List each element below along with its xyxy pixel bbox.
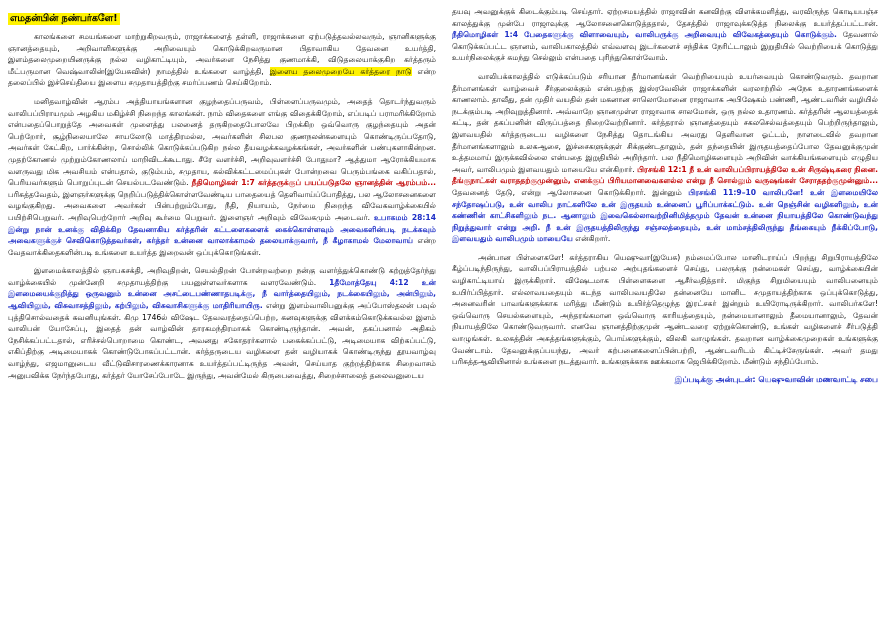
- signature: இப்படிக்கு அன்புடன்: யெஷுவாவின் மணவாட்டி சபை: [674, 374, 878, 384]
- theme-highlight: இளைய தலைமுறையே கர்த்தரை நாடு: [269, 66, 412, 76]
- text: என்ற தலைப்பில் இச்செய்தியை இளைய சமுதாயத்திற்கு சமர்ப்பணம் செய்கிறோம்.: [8, 66, 436, 88]
- paragraph-joseph: [452, 6, 878, 64]
- verse-proverbs-1-4: நீதிமொழிகள் 1:4 பேதைகளுக்கு விளாவையும், வாலிபருக்கு அறிவையும் விவேகத்தையும் கொடுக்கும்.: [452, 30, 837, 40]
- verse-ecclesiastes-11-9: பிரசங்கி 11:9–10 வாலிபனே! உன் இளமையிலே சந்தோஷப்படு, உன் வாலிப நாட்களிலே உன் இருதயம் உன்னைப் பூரிப்பாக்கட்டும். உன் நெஞ்சின் வழிகளிலும், உன் கண்ணின் காட்சிகளிலும் நட. ஆனாலும் இவைகெல்லாவற்றினிமித்தமும் தேவன் உன்னை நியாயத்திலே கொண்டுவந்து நிறுத்துவார் என்று அறி. நீ உன் இருதயத்திலிருந்து சஞ்சலத்தையும், உன் மாம்சத்திலிருந்து தீங்கையும் நீக்கிப்போடு, இளவயதும் வாலிபமும் மாயையே: [452, 187, 878, 244]
- verse-1-timothy-4-12: 1தீமோத்தேயு 4:12 உன் இளமையைக்குறித்து ஒருவனும் உன்னை அசட்டைபண்ணாதபடிக்கு, நீ வார்த்தையிலும், நடக்கையிலும், அன்பிலும், ஆவியிலும், விசுவாசத்திலும், கற்பிலும், விசுவாசிகளுக்கு மாதிரியாயிரு.: [8, 277, 436, 311]
- text: இளமைக்காலத்தில் ஞாபகசக்தி, அறிவுதிறன், செயல்திறன் போன்றவற்றை நன்கு வளர்த்துக்கொண்டு கற்றுத்தேர்ந்து வாழ்க்கையில் முன்னேறி சமுதாயத்திற்கு பயனுள்ளவர்களாக வளரவேண்டும்.: [8, 266, 436, 287]
- text: வாலிபக்காலத்தில் எடுக்கப்படும் சரியான தீர்மானங்கள் வெற்றியையும் உயர்வையும் கொண்டுவரும். தவறான தீர்மானங்கள் வாழ்வைச் சீர்குலைக்கும் என்பதற்கு இஸ்ரவேலின் ராஜாக்களின் வரலாற்றில் அநேக உதாரணங்களைக் காணலாம். தாவீது, தன் முதிர் வயதில் தன் மகனான சாலொமோனை ராஜாவாக அபிஷேகம் பண்ணி, ஆண்டவரின் வழியில் நடக்கும்படி அறிவுறுத்தினார். அவ்வாறே ஞானமுள்ள ராஜாவாக சாலமோன், ஒரு நல்ல உதாரணம். கர்த்தரின் ஆலயத்தைக் கட்டி, தன் தகப்பனின் விருப்பத்தை நிறைவேற்றினார். கர்த்தரால் ஞானத்தையும் சகலசெல்வத்தையும் பெற்றிருந்தாலும், இளவயதில் கர்த்தருடைய வழிகளை நேசித்து தொடங்கிய அவரது தெளிவான ஓட்டம், நாளடைவில் தவறான தீர்மானங்களாலும் உலகஆசை, இச்சைகளுக்குள் சிக்குண்டதாலும், தன் தந்தையின் இருதயத்தைப்போல தேவனுக்குமுன் உத்தமமாய் இருக்கவில்லை என்பதை இறுதியில் அறிந்தார். பல நீதிமொழிகளையும் அறிவின் வாக்கியங்களையும் எழுதிய அவர், வாலிபமும் இளவயதும் மாயையே என்கிறார்.: [452, 71, 878, 174]
- text: என்கிறார்.: [575, 234, 611, 244]
- paragraph-youth: [8, 265, 436, 381]
- verse-deuteronomy-28-14: உபாகமம் 28:14 இன்று நான் உனக்கு விதிக்கிற தேவனாகிய கர்த்தரின் கட்டளைகளைக் கைக்கொள்ளவும் அவைகளின்படி நடக்கவும் அவைகளுக்குச் செவிகொடுத்தவர்கள், கர்த்தர் உன்னை வாலாக்காமல் தலையாக்குவார், நீ கீழாகாமல் மேலாவாய்: [8, 212, 436, 246]
- text: அன்பான பிள்ளைகளே! கர்த்தராகிய யெஷுவா(இயேசு) நம்மைப்போல மானிடராய்ப் பிறந்து சிறுபிராயத்திலே கீழ்ப்படிந்திருந்து, வாலிபப்பிராயத்தில் பற்பல அற்புதங்களைச் செய்து, பலருக்கு நன்மைகள் செய்து, வாழ்க்கையின் வழிகாட்டியாய் இருக்கிறார். விஷேடமாக பிள்ளைகளை ஆசீர்வதித்தார். மிகுந்த சிறுமியையும் வாலிபனையும் உயிர்ப்பித்தார். எல்லாவயதையும் கடந்த வாலிபவயதிலே தன்னையே மானிட சமுதாயத்திற்காக ஒப்புக்கொடுத்து, அனைவரின் பாவங்களுக்காக மரித்து மீண்டும் உயிர்த்தெழுந்த இரட்சகர் இன்றும் உயிரோடிருக்கிறார். வாலிபர்களே! ஒவ்வொரு செயல்களையும், அந்தரங்கமான ஒவ்வொரு காரியத்தையும், நன்மையானாலும் தீமையானாலும், தேவன் நியாயத்திலே கொண்டுவருவார். எனவே ஞானத்திற்குமுன் ஆண்டவரை ஏற்றுக்கொண்டு, உங்கள் வழிகளைச் சீர்படுத்தி வாழுங்கள். உலகத்தின் அசுத்தங்களுக்கும், பொய்களுக்கும், விலகி வாழுங்கள். தவறான வாழ்க்கைமுறைகள் உங்களுக்கு வேண்டாம். தேவனுக்குப்பயந்து, அவர் கற்பனைகளைப்பின்பற்றி, ஆண்டவரிடம் கிட்டிச்சேருங்கள். அவர் தமது பரிசுத்தஆவியினால் உங்களை நடத்துவார். உங்களுக்காக ஊக்கமாக ஜெபிக்கிறோம். மீண்டும் சந்திப்போம்.: [452, 252, 878, 367]
- paragraph-childhood: [8, 96, 436, 258]
- paragraph-decisions: [452, 71, 878, 245]
- page-title: எமதன்பின் நண்பர்களே!: [10, 13, 118, 24]
- text: என்று இளம்வாலிபனுக்கு அப்போஸ்தலன் பவுல் புத்திசொல்வதைக் கவனியுங்கள். கிமு 1746ல் விஷேட தேவவரத்தைப்பெற்ற, கனவுகளுக்கு விளக்கம்கொடுக்கவல்ல இளம் வாலிபன் யோசேப்பு, இதைத் தன் வாழ்வின் தாரகமந்திரமாகக் கொண்டிருந்தான். அவன், தகப்பனால் அதிகம் நேசிக்கப்பட்டதால், எரிச்சல்பொறாமை கொண்ட, அவனது சகோதரர்களால் பகைக்கப்பட்டு, அடிமையாக விற்கப்பட்டு, எகிப்திற்கு அடிமையாகக் கொண்டுபோகப்பட்டான். கர்த்தருடைய வழிகளை தன் வழியாகக் கொண்டிருந்து தூயவாழ்வு வாழ்ந்து, எஜமானுடைய வீட்டுவிசாரணைக்காரனாக உயர்த்தப்பட்டிருந்த அவன், செய்யாத குற்றத்திற்காக சிறைவாசம் அனுபவிக்க நேர்ந்தபோது, கர்த்தர் யோசேப்போடே இருந்து, அவன்மேல் கிருபைவைத்து, சிறைச்சாலைத் தலைவனுடைய: [8, 301, 436, 380]
- verse-ecclesiastes-12-1: பிரசங்கி 12:1 நீ உன் வாலிபப்பிராயத்திலே உன் சிருஷ்டிகரை நினை. தீங்குநாட்கள் வராததற்குமுன்னும், எனக்குப் பிரியமானவைகளல்ல என்று நீ சொல்லும் வருஷங்கள் சேராததற்குமுன்னும்...: [452, 164, 878, 186]
- text: தேவனைத் தேடு, என்று ஆலோசனை கொடுக்கிறார். இன்னும்: [452, 187, 682, 197]
- text: தேவனால் கொடுக்கப்பட்ட ஞானம், வாலிபகாலத்தில் எவ்வளவு இடர்களைச் சந்திக்க நேரிட்டாலும் இறுதியில் வெற்றியைக் கொடுத்து உயர்நிலைக்குச் சுமந்து செல்லும் என்பதை புரிந்துகொள்வோம்.: [452, 30, 878, 63]
- text: தயவு அவனுக்குக் கிடைக்கும்படி செய்தார். ஏற்றசமயத்தில் ராஜாவின் கனவிற்கு விளக்கமளித்து, வரவிருந்த கொடியபஞ்ச காலத்துக்கு முன்பே ராஜாவுக்கு ஆலோசனைகொடுத்ததால், தேசத்தில் ராஜாவுக்கடுத்த நிலைக்கு உயர்த்தப்பட்டான்.: [452, 7, 878, 28]
- verse-proverbs-1-7: நீதிமொழிகள் 1:7 கர்த்தருக்குப் பயப்படுதலே ஞானத்தின் ஆரம்பம்...: [191, 178, 436, 188]
- paragraph-closing: [452, 252, 878, 368]
- paragraph-intro: [8, 31, 436, 89]
- text: பரிசுத்தவேதம், இளஞர்களுக்கு நெறிப்படுத்திக்கொள்ளவேண்டிய பாதையைத் தெளிவாய்ப்போதித்து, பல ஆலோசனைகளை வழங்குகிறது. அவைகளை அவர்கள் பின்பற்றும்போது, நீதி, நியாயம், நேர்மை நிறைந்த விவேகவாழ்க்கையில் பயிற்சிபெறுவர். அறிவுபெற்றோர் அறிவு கூர்மை பெறுவர். இளைஞர் அறிவும் விவேகமும் அடைவர்.: [8, 189, 436, 222]
- left-column: [8, 6, 436, 621]
- text: காலங்களை சமயங்களை மாற்றுகிறவரும், ராஜாக்களைத் தள்ளி, ராஜாக்களை ஏற்படுத்தவல்லவரும், ஞானிகளுக்கு ஞானத்தையும், அறிவாளிகளுக்கு அறிவையும் கொடுக்கிறவருமான பிதாவாகிய தேவனை உயர்த்தி, இளம்தலைமுறையினருக்கு நல்ல வழிகாட்டியும், அவர்களை நேசித்து குணமாக்கி, விடுதலையாக்குகிற கர்த்தரும் மீட்பருமான வெஷ்வாலின்(இயேசுவின்) நாமத்தில் உங்களை வாழ்த்தி,: [8, 32, 436, 76]
- text: மனிதவாழ்வின் ஆரம்ப அத்தியாயங்களான குழந்தைப்பருவம், பிள்ளைப்பருவமும், அதைத் தொடர்ந்துவரும் வாலிபப்பிராயமும் அழகிய மகிழ்ச்சி நிறைந்த காலங்கள். நாம் விதைகளை எங்கு விதைக்கிறோம், எப்படிப் பராமரிக்கிறோம் என்பதைப்பொறுத்தே அவைகள் முளைத்து பலனைத் தருகிறதைபோலவே பிறக்கிற ஒவ்வொரு குழந்தையும் அதன் பெற்றோர், சூழ்நிலையாலே சாயலோடு மாத்திரமல்ல, அவர்களின் சிலபல குணநலன்களையும் கொண்டிருப்பதோடு, அவர்கள் கேட்கிற, பார்க்கின்ற, சொல்லிக் கொடுக்கப்படுகிற நல்ல தீயவழக்கவழக்கங்கள், அவர்களின் பண்புகளாகின்றன. முதற்கோணல் முற்றும்கோணலாய் மாறிவிடக்கூடாது. சீரே வளர்ச்சி, அறிவுவளர்ச்சி போதுமா? ஆத்துமா ஆரோக்கியமாக வளருவது மிக அவசியம் என்பதால், குடும்பம், சமுதாய, கல்விக்கட்டமைப்புகள் போன்றவை பெரும்பங்கை வகிப்பதால், பெரியவர்களும் பொறுப்புடன் செயல்படவேண்டும்.: [8, 96, 436, 188]
- text: என்ற வேதவாக்கிதைகளின்படி உங்களை உயர்த்த இறைவன் ஒப்புக்கொடுங்கள்.: [8, 236, 436, 257]
- right-column: [452, 6, 878, 621]
